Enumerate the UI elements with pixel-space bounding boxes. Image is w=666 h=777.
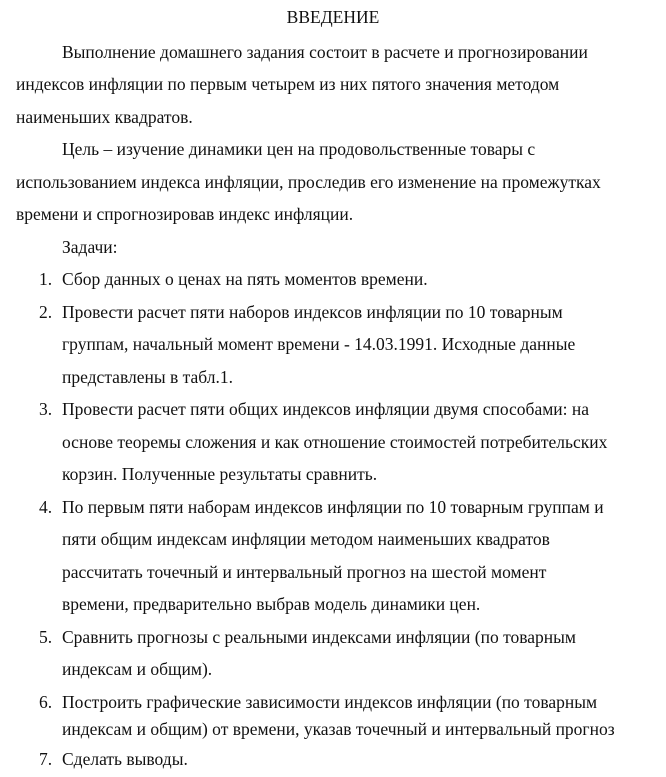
tasks-label: Задачи: (62, 237, 118, 257)
intro-line-1: Выполнение домашнего задания состоит в расчете и прогнозировании (62, 42, 588, 62)
intro-line-3: наименьших квадратов. (16, 107, 193, 127)
task-3-line-3: корзин. Полученные результаты сравнить. (62, 464, 378, 484)
task-1-number: 1. (39, 269, 53, 289)
page-title: ВВЕДЕНИЕ (286, 7, 380, 27)
task-5-line-2: индексам и общим). (62, 659, 213, 679)
intro-line-2: индексов инфляции по первым четырем из них пятого значения методом (16, 74, 560, 94)
task-7-number: 7. (39, 749, 53, 769)
goal-line-1: Цель – изучение динамики цен на продовольственные товары с (62, 139, 536, 159)
task-6-number: 6. (39, 692, 53, 712)
task-1-line-1: Сбор данных о ценах на пять моментов времени. (62, 269, 428, 289)
task-4-line-4: времени, предварительно выбрав модель динамики цен. (62, 594, 481, 614)
task-5-line-1: Сравнить прогнозы с реальными индексами инфляции (по товарным (62, 627, 576, 647)
task-4-line-1: По первым пяти наборам индексов инфляции по 10 товарным группам и (62, 497, 604, 517)
task-7-line-1: Сделать выводы. (62, 749, 188, 769)
task-3-line-1: Провести расчет пяти общих индексов инфляции двумя способами: на (62, 399, 590, 419)
goal-line-3: времени и спрогнозировав индекс инфляции. (16, 204, 354, 224)
task-3-line-2: основе теоремы сложения и как отношение стоимостей потребительских (62, 432, 608, 452)
task-2-line-2: группам, начальный момент времени - 14.03.1991. Исходные данные (62, 334, 576, 354)
task-2-line-3: представлены в табл.1. (62, 367, 233, 387)
task-6-line-2: индексам и общим) от времени, указав точечный и интервальный прогноз (62, 719, 615, 739)
goal-line-2: использованием индекса инфляции, проследив его изменение на промежутках (16, 172, 601, 192)
task-4-number: 4. (39, 497, 53, 517)
task-4-line-3: рассчитать точечный и интервальный прогноз на шестой момент (62, 562, 547, 582)
task-4-line-2: пяти общим индексам инфляции методом наименьших квадратов (62, 529, 550, 549)
task-5-number: 5. (39, 627, 53, 647)
task-2-line-1: Провести расчет пяти наборов индексов инфляции по 10 товарным (62, 302, 563, 322)
task-2-number: 2. (39, 302, 53, 322)
task-3-number: 3. (39, 399, 53, 419)
task-6-line-1: Построить графические зависимости индексов инфляции (по товарным (62, 692, 598, 712)
